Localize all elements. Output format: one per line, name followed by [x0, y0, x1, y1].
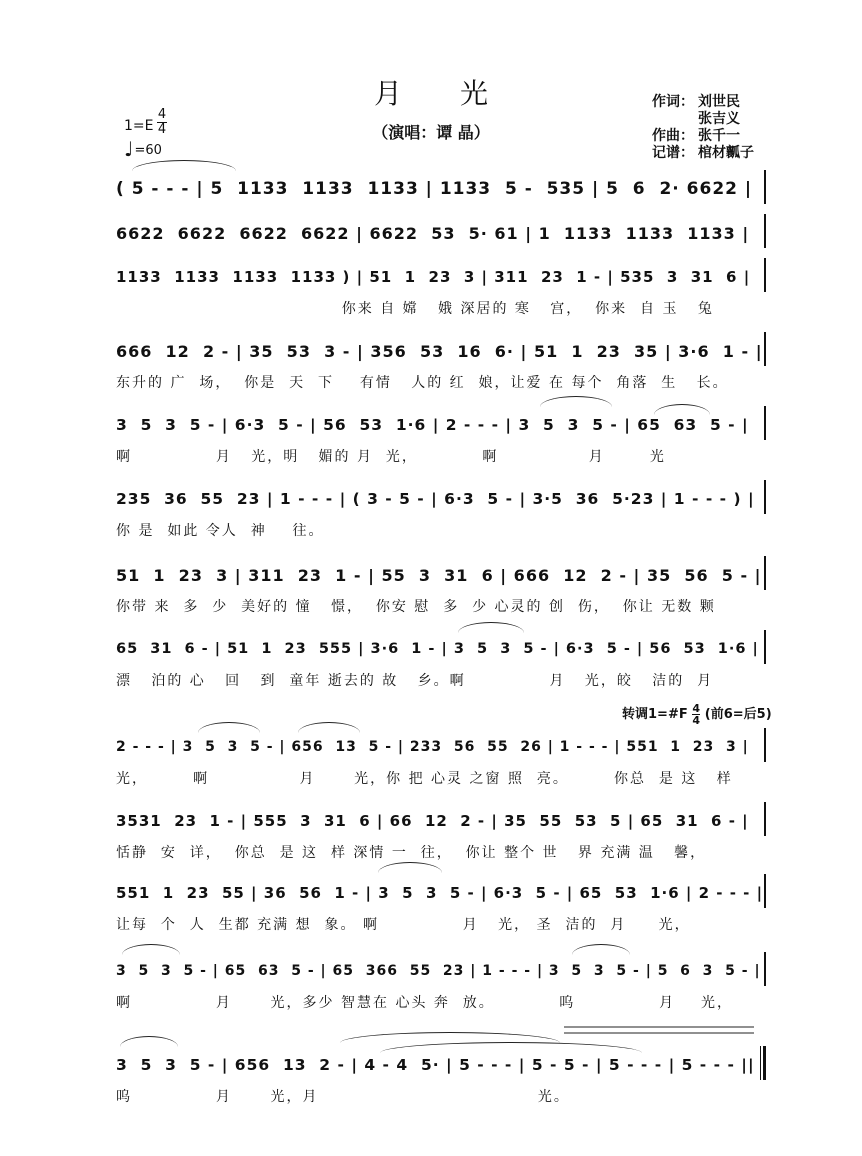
lyricist-name-1: 刘世民 — [698, 94, 740, 110]
score-system — [110, 560, 766, 615]
time-signature-top: 4 — [157, 107, 167, 122]
notation-line: 51 1 23 3 | 311 23 1 - | 55 3 31 6 | 666 12 2 - | 35 56 5 - | — [116, 565, 762, 585]
modulation-time-signature — [692, 703, 700, 726]
modulation-time-bottom: 4 — [692, 714, 701, 727]
score-system — [110, 218, 766, 258]
time-signature — [157, 108, 167, 137]
lyricist-name-2: 张吉义 — [698, 111, 740, 127]
score-system — [110, 956, 766, 1011]
quarter-note-icon: ♩ — [124, 137, 134, 161]
slur-mark — [132, 160, 236, 171]
score-system — [110, 732, 766, 787]
slur-mark — [572, 944, 630, 955]
composer-name: 张千一 — [698, 128, 740, 144]
notation-line: ( 5 - - - | 5 1133 1133 1133 | 1133 5 - 535 | 5 6 2· 6622 | — [116, 179, 753, 199]
slur-mark — [122, 944, 180, 955]
transcriber-label: 记谱： — [652, 145, 694, 161]
slur-mark — [120, 1036, 178, 1047]
notation-line: 551 1 23 55 | 36 56 1 - | 3 5 3 5 - | 6·3 5 - | 65 53 1·6 | 2 - - - | — [116, 884, 764, 902]
modulation-time-top: 4 — [692, 702, 701, 715]
notation-line: 2 - - - | 3 5 3 5 - | 656 13 5 - | 233 56 55 26 | 1 - - - | 551 1 23 3 | — [116, 739, 749, 755]
notation-line: 3 5 3 5 - | 656 13 2 - | 4 - 4 5· | 5 - - - | 5 - 5 - | 5 - - - | 5 - - - || — [116, 1056, 755, 1074]
notation-line: 3531 23 1 - | 555 3 31 6 | 66 12 2 - | 35 55 53 5 | 65 31 6 - | — [116, 812, 749, 830]
score-system — [110, 484, 766, 539]
performer-line: （演唱：谭 晶） — [372, 123, 490, 142]
decrescendo-mark — [564, 1026, 754, 1034]
notation-line: 3 5 3 5 - | 6·3 5 - | 56 53 1·6 | 2 - - - | 3 5 3 5 - | 65 63 5 - | — [116, 416, 749, 434]
transcriber-row — [652, 145, 754, 162]
score-system — [110, 634, 766, 689]
score-system — [110, 410, 766, 465]
lyrics-line: 啊 月 光，明 媚的 月 光， 啊 月 光 — [116, 449, 666, 465]
notation-line: 6622 6622 6622 6622 | 6622 53 5· 61 | 1 1133 1133 1133 | — [116, 223, 750, 243]
slur-mark — [378, 862, 442, 873]
tempo-marking — [124, 137, 162, 161]
credits-block — [652, 94, 754, 162]
key-signature: 1=E — [124, 118, 154, 134]
lyrics-line: 呜 月 光，月 光。 — [116, 1089, 570, 1105]
lyrics-line: 光， 啊 月 光，你 把 心灵 之窗 照 亮。 你总 是 这 样 — [116, 771, 733, 787]
notation-line: 65 31 6 - | 51 1 23 555 | 3·6 1 - | 3 5 3 5 - | 6·3 5 - | 56 53 1·6 | — [116, 641, 759, 657]
slur-mark — [540, 396, 612, 407]
notation-line: 235 36 55 23 | 1 - - - | ( 3 - 5 - | 6·3 5 - | 3·5 36 5·23 | 1 - - - ) | — [116, 490, 755, 508]
modulation-key: 转调1=#F — [622, 707, 688, 722]
lyrics-line: 你 是 如此 令人 神 往。 — [116, 523, 325, 539]
lyrics-line: 让每 个 人 生都 充满 想 象。 啊 月 光， 圣 洁的 月 光， — [116, 917, 691, 933]
lyrics-line: 你带 来 多 少 美好的 憧 憬， 你安 慰 多 少 心灵的 创 伤， 你让 无数 颗 — [116, 599, 716, 615]
modulation-marking — [622, 703, 772, 726]
lyrics-line: 东升的 广 场， 你是 天 下 有情 人的 红 娘，让爱 在 每个 角落 生 长。 — [116, 375, 729, 391]
lyrics-line: 漂 泊的 心 回 到 童年 逝去的 故 乡。啊 月 光，皎 洁的 月 — [116, 673, 714, 689]
composer-label: 作曲： — [652, 128, 694, 144]
notation-line: 3 5 3 5 - | 65 63 5 - | 65 366 55 23 | 1 - - - | 3 5 3 5 - | 5 6 3 5 - | — [116, 963, 761, 979]
time-signature-bottom: 4 — [157, 122, 167, 137]
lyrics-line: 恬静 安 详， 你总 是 这 样 深情 一 往， 你让 整个 世 界 充满 温 馨， — [116, 845, 707, 861]
lyrics-line: 你来 自 嫦 娥 深居的 寒 宫， 你来 自 玉 兔 — [116, 301, 714, 317]
modulation-note: (前6=后5) — [704, 707, 772, 722]
score-system — [110, 878, 766, 933]
score-system — [110, 174, 766, 214]
slur-mark — [458, 622, 524, 633]
composer-row — [652, 128, 754, 145]
lyricist-row — [652, 94, 754, 128]
song-title: 月光 — [373, 77, 546, 110]
score-system — [110, 262, 766, 317]
notation-line: 1133 1133 1133 1133 ) | 51 1 23 3 | 311 23 1 - | 535 3 31 6 | — [116, 268, 751, 286]
notation-line: 666 12 2 - | 35 53 3 - | 356 53 16 6· | 51 1 23 35 | 3·6 1 - | — [116, 341, 763, 361]
lyrics-line: 啊 月 光，多少 智慧在 心头 奔 放。 呜 月 光， — [116, 995, 733, 1011]
transcriber-name: 棺材瓤子 — [698, 145, 754, 161]
score-system — [110, 336, 766, 391]
tempo-value: =60 — [134, 143, 162, 158]
lyricist-label: 作词： — [652, 94, 694, 110]
score-system — [110, 1050, 766, 1105]
score-system — [110, 806, 766, 861]
